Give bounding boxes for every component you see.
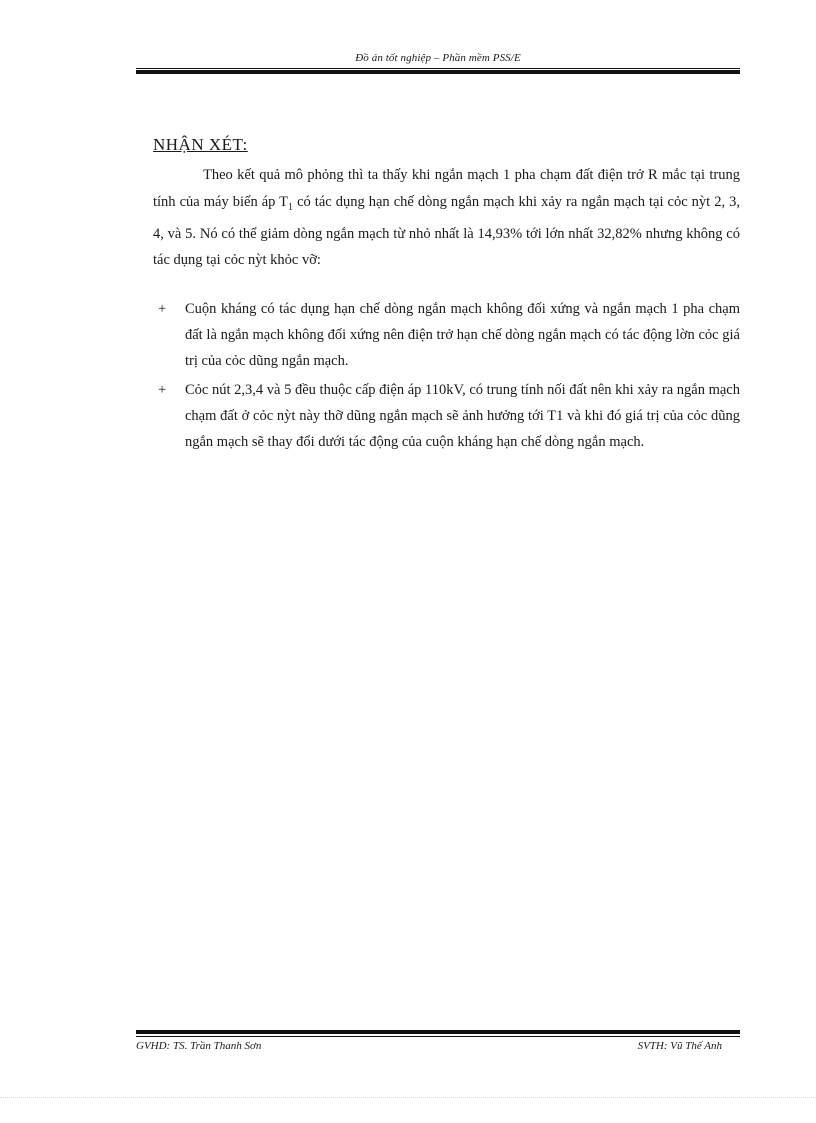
paragraph-text-2: có tác dụng hạn chế dòng ngắn mạch khi xảy ra ngắn mạch tại cỏc nỳt 2, 3, 4, và 5. Nó có thể giảm dòng ngắn mạch từ nhỏ nhất là 14,93% tới lớn nhất 32,82% nhưng không có tác dụng tại cỏc nỳt khỏc vỡ: [153,193,741,269]
bullet-marker: + [158,382,167,398]
header-rule-thick [136,70,740,74]
list-item [153,296,740,374]
paragraph-text-1: Theo kết quả mô phỏng thì ta thấy khi ngắn mạch 1 pha chạm đất điện trở R mắc tại trung tính của máy biến áp T [153,167,740,210]
header-rule-thin [136,68,740,69]
bullet-marker: + [158,301,167,317]
footer-student: SVTH: Vũ Thế Anh [637,1040,722,1052]
bullet-list [153,296,740,458]
bullet-text: Cỏc nút 2,3,4 và 5 đều thuộc cấp điện áp 110kV, có trung tính nối đất nên khi xảy ra ngắn mạch chạm đất ở cỏc nỳt này thỡ dũng ngắn mạch sẽ ảnh hưởng tới T1 và khi đó giá trị của cỏc dũng ngắn mạch sẽ thay đổi dưới tác động của cuộn kháng hạn chế dòng ngắn mạch. [185,382,740,450]
footer-supervisor: GVHD: TS. Trần Thanh Sơn [136,1040,262,1052]
footer-rule-thin [136,1036,740,1037]
page-edge-divider [0,1097,816,1099]
header-title: Đồ án tốt nghiệp – Phần mềm PSS/E [355,52,521,64]
list-item [153,377,740,455]
footer-rule-thick [136,1030,740,1034]
paragraph-subscript: 1 [288,201,294,213]
section-heading: NHẬN XÉT: [153,135,248,154]
body-paragraph [153,162,740,274]
bullet-text: Cuộn kháng có tác dụng hạn chế dòng ngắn mạch không đối xứng và ngắn mạch 1 pha chạm đất là ngắn mạch không đối xứng nên điện trở hạn chế dòng ngắn mạch có tác động lờn cỏc giá trị của cỏc dũng ngắn mạch. [185,301,740,369]
